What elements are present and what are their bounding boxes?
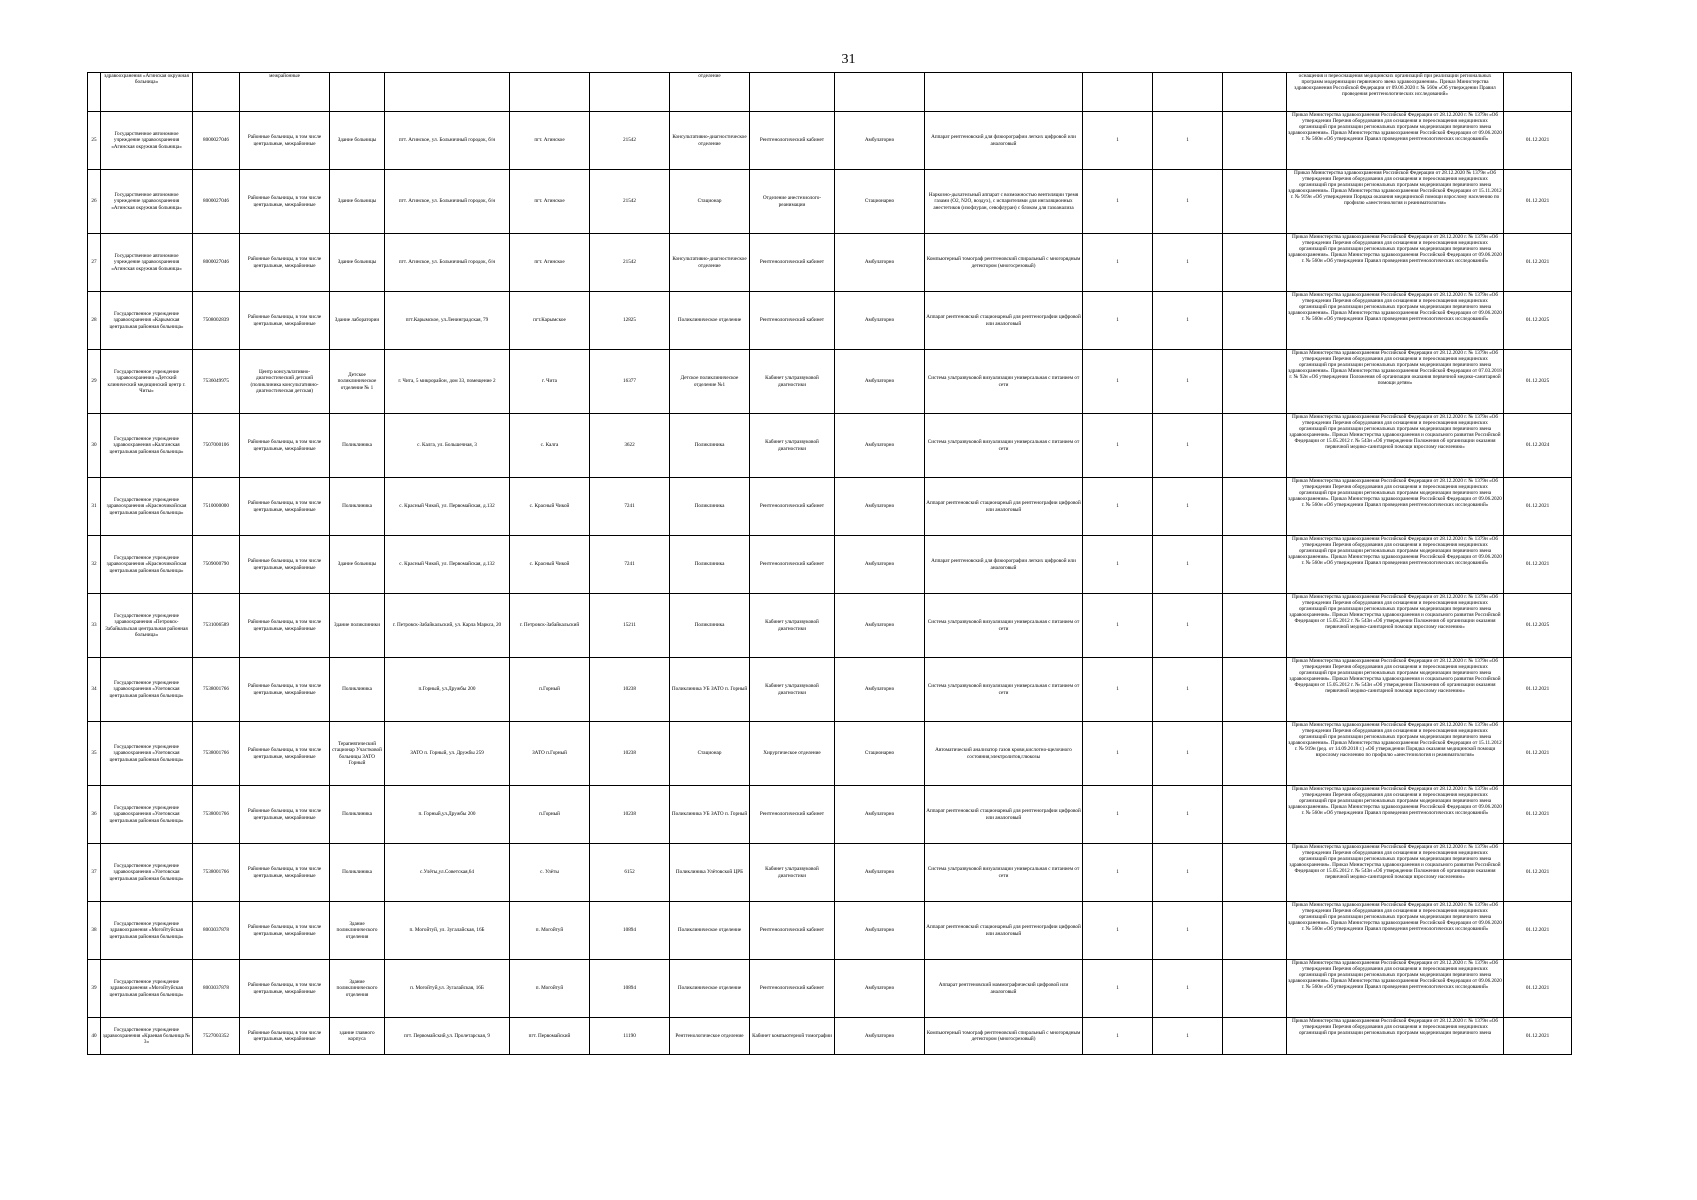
cell-address: пгт. Агинское, ул. Больничный городок, б/н [385, 170, 510, 234]
cell-quantity: 1 [1083, 722, 1153, 786]
cell-conditions: Амбулаторно [835, 844, 925, 902]
cell-code: 8000027046 [193, 234, 240, 292]
cell-department: Поликлиника УБ ЗАТО п. Горный [670, 786, 750, 844]
cell-room: Рентгенологический кабинет [750, 234, 835, 292]
cell-room: Кабинет ультразвуковой диагностики [750, 844, 835, 902]
cell-code: 7538001766 [193, 722, 240, 786]
cell-room: Кабинет ультразвуковой диагностики [750, 350, 835, 414]
cell-building: Здание поликлинического отделения [330, 960, 385, 1018]
cell-empty [1223, 536, 1287, 594]
cell-building: Здание поликлиники [330, 594, 385, 658]
cell-row-number: 38 [88, 902, 101, 960]
cell-row-number: 33 [88, 594, 101, 658]
cell-room: Рентгенологический кабинет [750, 112, 835, 170]
cell-building: Здание больницы [330, 170, 385, 234]
cell-address: с. Красный Чикой, ул. Первомайская, д.132 [385, 536, 510, 594]
cell-quantity: 1 [1083, 594, 1153, 658]
cell-quantity-planned: 1 [1153, 902, 1223, 960]
table-row [88, 350, 1572, 414]
cell-row-number: 35 [88, 722, 101, 786]
cell-row-number: 34 [88, 658, 101, 722]
cell-conditions: Амбулаторно [835, 786, 925, 844]
cell-row-number: 29 [88, 350, 101, 414]
cell-org-type: Районные больницы, в том числе центральные, межрайонные [240, 536, 330, 594]
cell-organization: Государственное учреждение здравоохранения «Могойтуйская центральная районная больница» [101, 960, 193, 1018]
table-row [88, 170, 1572, 234]
cell-quantity: 1 [1083, 170, 1153, 234]
cell-population: 21542 [590, 234, 670, 292]
cell-organization: Государственное автономное учреждение здравоохранения «Агинская окружная больница» [101, 234, 193, 292]
cell-room: Кабинет ультразвуковой диагностики [750, 594, 835, 658]
table-row [88, 844, 1572, 902]
cell-quantity: 1 [1083, 292, 1153, 350]
cell-building: Терапевтический стационар Участковой больницы ЗАТО Горный [330, 722, 385, 786]
cell-locality: с. Красный Чикой [510, 536, 590, 594]
cell-locality: пгт. Агинское [510, 112, 590, 170]
cell-org-type: Центр консультативно-диагностический детский (поликлиника консультативно-диагностическая детская) [240, 350, 330, 414]
cell-address: с. Калга, ул. Большечная, 3 [385, 414, 510, 478]
cell-date: 01.12.2021 [1504, 722, 1572, 786]
cell-quantity-planned: 1 [1153, 1018, 1223, 1055]
equipment-registry-table [87, 72, 1572, 1055]
cell-department: Поликлиника УБ ЗАТО п. Горный [670, 658, 750, 722]
cell-equipment: Аппарат рентгеновский стационарный для рентгенографии цифровой или аналоговый [925, 478, 1083, 536]
cell-equipment: Система ультразвуковой визуализации универсальная с питанием от сети [925, 414, 1083, 478]
cell-room: Рентгенологический кабинет [750, 478, 835, 536]
cell-department: Консультативно-диагностическое отделение [670, 112, 750, 170]
cell-row-number: 27 [88, 234, 101, 292]
cell-conditions: Амбулаторно [835, 414, 925, 478]
cell-date: 01.12.2021 [1504, 786, 1572, 844]
cell-empty [1223, 112, 1287, 170]
cell-date: 01.12.2025 [1504, 292, 1572, 350]
cell-normative-act: Приказ Министерства здравоохранения Российской Федерации от 28.12.2020 г. № 1379н «Об утверждении Перечня оборудования для оснащения и переоснащения медицинских организаций при реализации региональных программ модернизации первичного звена [1287, 1018, 1504, 1055]
cell-building: Здание лаборатории [330, 292, 385, 350]
page-number: 31 [841, 52, 856, 67]
cell-locality: пгт. Агинское [510, 234, 590, 292]
cell-date: 01.12.2021 [1504, 902, 1572, 960]
cell-org-type: Районные больницы, в том числе центральные, межрайонные [240, 722, 330, 786]
cell-department: Рентгенологическое отделение [670, 1018, 750, 1055]
cell-building: здание главного корпуса [330, 1018, 385, 1055]
cell-locality: с. Калга [510, 414, 590, 478]
cell-quantity-planned: 1 [1153, 722, 1223, 786]
cell-org-type: Районные больницы, в том числе центральные, межрайонные [240, 844, 330, 902]
cell-population: 7241 [590, 478, 670, 536]
cell-quantity: 1 [1083, 1018, 1153, 1055]
cell-building: Детское поликлиническое отделение № 1 [330, 350, 385, 414]
cell-room: Хирургическое отделение [750, 722, 835, 786]
cell-date: 01.12.2025 [1504, 350, 1572, 414]
cell-organization: Государственное учреждение здравоохранения «Калганская центральная районная больница» [101, 414, 193, 478]
table-row [88, 594, 1572, 658]
cell-row-number: 28 [88, 292, 101, 350]
cell-date: 01.12.2021 [1504, 170, 1572, 234]
cell-org-type: Районные больницы, в том числе центральные, межрайонные [240, 234, 330, 292]
cell-normative-act: Приказ Министерства здравоохранения Российской Федерации от 28.12.2020 г. № 1379н «Об утверждении Перечня оборудования для оснащения и переоснащения медицинских организаций при реализации региональных программ модернизации первичного звена здравоохранения». Приказ Министерства здравоохранения Российской Федерации от 09.06.2020 г. № 560н «Об утверждении Правил проведения рентгенологических исследований» [1287, 536, 1504, 594]
cell-address: п. Могойтуй,ул. Зугалайская, 16Б [385, 960, 510, 1018]
cell-address: п. Горный,ул.Дружбы 200 [385, 786, 510, 844]
cell-organization: Государственное автономное учреждение здравоохранения «Агинская окружная больница» [101, 112, 193, 170]
cell-org-type: Районные больницы, в том числе центральные, межрайонные [240, 658, 330, 722]
cell-conditions: Амбулаторно [835, 478, 925, 536]
cell-conditions: Стационарно [835, 170, 925, 234]
cell-row-number: 39 [88, 960, 101, 1018]
cell-empty [1223, 594, 1287, 658]
cell-organization: Государственное автономное учреждение здравоохранения «Агинская окружная больница» [101, 170, 193, 234]
cell-empty [1223, 658, 1287, 722]
cell-organization: Государственное учреждение здравоохранения «Улетовская центральная районная больница» [101, 844, 193, 902]
cell-normative-act: Приказ Министерства здравоохранения Российской Федерации от 28.12.2020 г. № 1379н «Об утверждении Перечня оборудования для оснащения и переоснащения медицинских организаций при реализации региональных программ модернизации первичного звена здравоохранения». Приказ Министерства здравоохранения и социального развития Российской Федерации от 15.05.2012 г. № 543н «Об утверждении Положения об организации оказания первичной медико-санитарной помощи взрослому населению» [1287, 844, 1504, 902]
cell-empty [1223, 350, 1287, 414]
cell-room: Рентгенологический кабинет [750, 902, 835, 960]
cell-department: Поликлиника [670, 536, 750, 594]
cell-equipment: Аппарат рентгеновский для флюорографии легких цифровой или аналоговый [925, 112, 1083, 170]
cell-population: 16377 [590, 350, 670, 414]
cell-normative-act: Приказ Министерства здравоохранения Российской Федерации от 28.12.2020 г. № 1379н «Об утверждении Перечня оборудования для оснащения и переоснащения медицинских организаций при реализации региональных программ модернизации первичного звена здравоохранения». Приказ Министерства здравоохранения Российской Федерации от 09.06.2020 г. № 560н «Об утверждении Правил проведения рентгенологических исследований» [1287, 786, 1504, 844]
cell-org-type: межрайонные [240, 73, 330, 112]
cell-normative-act: Приказ Министерства здравоохранения Российской Федерации от 28.12.2020 г. № 1379н «Об утверждении Перечня оборудования для оснащения и переоснащения медицинских организаций при реализации региональных программ модернизации первичного звена здравоохранения». Приказ Министерства здравоохранения Российской Федерации от 09.06.2020 г. № 560н «Об утверждении Правил проведения рентгенологических исследований» [1287, 902, 1504, 960]
cell-department: Поликлиника [670, 478, 750, 536]
cell-empty [1223, 414, 1287, 478]
cell-row-number: 30 [88, 414, 101, 478]
cell-address: с.Улёты,ул.Советская,64 [385, 844, 510, 902]
cell-organization: Государственное учреждение здравоохранения «Краевая больница № 3» [101, 1018, 193, 1055]
cell-quantity: 1 [1083, 536, 1153, 594]
cell-date: 01.12.2021 [1504, 478, 1572, 536]
cell-code: 7510000000 [193, 478, 240, 536]
cell-department: Поликлиника Улётовской ЦРБ [670, 844, 750, 902]
cell-organization: Государственное учреждение здравоохранения «Улетовская центральная районная больница» [101, 786, 193, 844]
cell-empty [1223, 960, 1287, 1018]
cell-organization: Государственное учреждение здравоохранения «Детский клинический медицинский центр г. Читы» [101, 350, 193, 414]
cell-code: 7509000790 [193, 536, 240, 594]
cell-empty [1223, 844, 1287, 902]
cell-normative-act: Приказ Министерства здравоохранения Российской Федерации от 28.12.2020 г. № 1379н «Об утверждении Перечня оборудования для оснащения и переоснащения медицинских организаций при реализации региональных программ модернизации первичного звена здравоохранения». Приказ Министерства здравоохранения Российской Федерации от 07.03.2018 г. № 92н «Об утверждении Положения об организации оказания первичной медико-санитарной помощи детям» [1287, 350, 1504, 414]
cell-locality: пгт. Агинское [510, 170, 590, 234]
cell-org-type: Районные больницы, в том числе центральные, межрайонные [240, 786, 330, 844]
cell-quantity-planned: 1 [1153, 234, 1223, 292]
cell-normative-act: Приказ Министерства здравоохранения Российской Федерации от 28.12.2020 г. № 1379н «Об утверждении Перечня оборудования для оснащения и переоснащения медицинских организаций при реализации региональных программ модернизации первичного звена здравоохранения». Приказ Министерства здравоохранения Российской Федерации от 09.06.2020 г. № 560н «Об утверждении Правил проведения рентгенологических исследований» [1287, 234, 1504, 292]
cell-row-number: 40 [88, 1018, 101, 1055]
cell-equipment: Аппарат рентгеновский для флюорографии легких цифровой или аналоговый [925, 536, 1083, 594]
cell-code: 8003037878 [193, 960, 240, 1018]
cell-org-type: Районные больницы, в том числе центральные, межрайонные [240, 902, 330, 960]
cell-code: 7536049975 [193, 350, 240, 414]
cell-building: Здание больницы [330, 234, 385, 292]
cell-room: Рентгенологический кабинет [750, 536, 835, 594]
cell-normative-act: оснащения и переоснащения медицинских организаций при реализации региональных программ модернизации первичного звена здравоохранения». Приказ Министерства здравоохранения Российской Федерации от 09.06.2020 г. № 560н «Об утверждении Правил проведения рентгенологических исследований» [1287, 73, 1504, 112]
cell-date: 01.12.2025 [1504, 594, 1572, 658]
cell-code: 8000027046 [193, 112, 240, 170]
cell-empty [1223, 234, 1287, 292]
cell-room: Кабинет ультразвуковой диагностики [750, 414, 835, 478]
cell-row-number: 32 [88, 536, 101, 594]
cell-date: 01.12.2021 [1504, 658, 1572, 722]
cell-quantity: 1 [1083, 658, 1153, 722]
cell-address: п. Могойтуй, ул. Зугалайская, 16Б [385, 902, 510, 960]
cell-quantity: 1 [1083, 844, 1153, 902]
cell-normative-act: Приказ Министерства здравоохранения Российской Федерации от 28.12.2020 г. № 1379н «Об утверждении Перечня оборудования для оснащения и переоснащения медицинских организаций при реализации региональных программ модернизации первичного звена здравоохранения». Приказ Министерства здравоохранения и социального развития Российской Федерации от 15.05.2012 г. № 543н «Об утверждении Положения об организации оказания первичной медико-санитарной помощи взрослому населению» [1287, 414, 1504, 478]
cell-department: отделение [670, 73, 750, 112]
cell-quantity-planned: 1 [1153, 658, 1223, 722]
cell-row-number: 37 [88, 844, 101, 902]
cell-population: 6152 [590, 844, 670, 902]
cell-address: г. Петровск-Забайкальский, ул. Карла Маркса, 20 [385, 594, 510, 658]
cell-organization: Государственное учреждение здравоохранения «Красночикойская центральная районная больница» [101, 536, 193, 594]
cell-normative-act: Приказ Министерства здравоохранения Российской Федерации от 28.12.2020 г. № 1379н «Об утверждении Перечня оборудования для оснащения и переоснащения медицинских организаций при реализации региональных программ модернизации первичного звена здравоохранения». Приказ Министерства здравоохранения Российской Федерации от 09.06.2020 г. № 560н «Об утверждении Правил проведения рентгенологических исследований» [1287, 478, 1504, 536]
cell-conditions: Амбулаторно [835, 350, 925, 414]
cell-empty [1223, 478, 1287, 536]
table-row [88, 786, 1572, 844]
cell-quantity-planned: 1 [1153, 478, 1223, 536]
cell-equipment: Наркозно-дыхательный аппарат с возможностью вентиляции тремя газами (O2, N2O, воздух), с испарителями для ингаляционных анестетиков (изофлуран, севофлуран) с блоком для газоанализа [925, 170, 1083, 234]
table-row [88, 478, 1572, 536]
cell-date: 01.12.2021 [1504, 844, 1572, 902]
cell-organization: Государственное учреждение здравоохранения «Улетовская центральная районная больница» [101, 722, 193, 786]
cell-conditions: Амбулаторно [835, 292, 925, 350]
cell-org-type: Районные больницы, в том числе центральные, межрайонные [240, 594, 330, 658]
cell-date: 01.12.2021 [1504, 234, 1572, 292]
cell-address: г. Чита, 5 микрорайон, дом 33, помещение 2 [385, 350, 510, 414]
cell-population: 10894 [590, 960, 670, 1018]
cell-date: 01.12.2021 [1504, 1018, 1572, 1055]
cell-quantity: 1 [1083, 960, 1153, 1018]
cell-normative-act: Приказ Министерства здравоохранения Российской Федерации от 28.12.2020 г. № 1379н «Об утверждении Перечня оборудования для оснащения и переоснащения медицинских организаций при реализации региональных программ модернизации первичного звена здравоохранения». Приказ Министерства здравоохранения Российской Федерации от 09.06.2020 г. № 560н «Об утверждении Правил проведения рентгенологических исследований» [1287, 960, 1504, 1018]
cell-date: 01.12.2021 [1504, 112, 1572, 170]
cell-conditions: Амбулаторно [835, 536, 925, 594]
cell-organization: Государственное учреждение здравоохранения «Могойтуйская центральная районная больница» [101, 902, 193, 960]
cell-equipment: Компьютерный томограф рентгеновский спиральный с многорядным детектором (многосрезовый) [925, 234, 1083, 292]
cell-population: 21542 [590, 170, 670, 234]
cell-empty [1223, 1018, 1287, 1055]
cell-locality: с. Улёты [510, 844, 590, 902]
cell-organization: Государственное учреждение здравоохранения «Петровск-Забайкальская центральная районная больница» [101, 594, 193, 658]
table-row [88, 292, 1572, 350]
cell-department: Детское поликлиническое отделение №1 [670, 350, 750, 414]
cell-building: Здание поликлинического отделения [330, 902, 385, 960]
cell-organization: Государственное учреждение здравоохранения «Карымская центральная районная больница» [101, 292, 193, 350]
cell-department: Стационар [670, 170, 750, 234]
cell-building: Здание больницы [330, 112, 385, 170]
cell-empty [1223, 292, 1287, 350]
cell-quantity-planned: 1 [1153, 350, 1223, 414]
cell-code: 7507000106 [193, 414, 240, 478]
cell-building: Поликлиника [330, 414, 385, 478]
cell-code: 7527003352 [193, 1018, 240, 1055]
cell-locality: п.Горный [510, 658, 590, 722]
cell-building: Поликлиника [330, 786, 385, 844]
cell-code: 7531006589 [193, 594, 240, 658]
cell-organization: Государственное учреждение здравоохранения «Красночикойская центральная районная больница» [101, 478, 193, 536]
cell-conditions: Амбулаторно [835, 658, 925, 722]
cell-normative-act: Приказ Министерства здравоохранения Российской Федерации от 28.12.2020 г. № 1379н «Об утверждении Перечня оборудования для оснащения и переоснащения медицинских организаций при реализации региональных программ модернизации первичного звена здравоохранения». Приказ Министерства здравоохранения и социального развития Российской Федерации от 15.05.2012 г. № 543н «Об утверждении Положения об организации оказания первичной медико-санитарной помощи взрослому населению» [1287, 594, 1504, 658]
cell-org-type: Районные больницы, в том числе центральные, межрайонные [240, 478, 330, 536]
cell-quantity: 1 [1083, 112, 1153, 170]
table-row [88, 658, 1572, 722]
cell-building: Поликлиника [330, 658, 385, 722]
cell-organization: Государственное учреждение здравоохранения «Улетовская центральная районная больница» [101, 658, 193, 722]
cell-quantity: 1 [1083, 350, 1153, 414]
table-row [88, 234, 1572, 292]
cell-population: 15211 [590, 594, 670, 658]
cell-empty [1223, 722, 1287, 786]
cell-locality: п. Могойтуй [510, 960, 590, 1018]
cell-quantity-planned: 1 [1153, 786, 1223, 844]
cell-org-type: Районные больницы, в том числе центральные, межрайонные [240, 292, 330, 350]
cell-locality: п.Горный [510, 786, 590, 844]
cell-code: 7538001766 [193, 786, 240, 844]
cell-equipment: Автоматический анализатор газов крови,кислотно-щелочного состояния,электролитов,глюкозы [925, 722, 1083, 786]
cell-quantity: 1 [1083, 234, 1153, 292]
cell-address: пгт. Агинское, ул. Больничный городок, б/н [385, 234, 510, 292]
cell-department: Консультативно-диагностическое отделение [670, 234, 750, 292]
cell-date: 01.12.2021 [1504, 960, 1572, 1018]
cell-equipment: Аппарат рентгеновский маммографический цифровой или аналоговый [925, 960, 1083, 1018]
cell-normative-act: Приказ Министерства здравоохранения Российской Федерации от 28.12.2020 г. № 1379н «Об утверждении Перечня оборудования для оснащения и переоснащения медицинских организаций при реализации региональных программ модернизации первичного звена здравоохранения». Приказ Министерства здравоохранения Российской Федерации от 09.06.2020 г. № 560н «Об утверждении Правил проведения рентгенологических исследований» [1287, 112, 1504, 170]
cell-room: Кабинет ультразвуковой диагностики [750, 658, 835, 722]
cell-conditions: Амбулаторно [835, 1018, 925, 1055]
cell-equipment: Система ультразвуковой визуализации универсальная с питанием от сети [925, 844, 1083, 902]
cell-locality: пгт.Карымское [510, 292, 590, 350]
cell-department: Поликлиническое отделение [670, 960, 750, 1018]
cell-address: пгт. Агинское, ул. Больничный городок, б/н [385, 112, 510, 170]
cell-quantity-planned: 1 [1153, 594, 1223, 658]
cell-quantity-planned: 1 [1153, 292, 1223, 350]
cell-conditions: Амбулаторно [835, 112, 925, 170]
cell-code: 7538001766 [193, 844, 240, 902]
cell-locality: г. Чита [510, 350, 590, 414]
cell-population: 10894 [590, 902, 670, 960]
cell-row-number: 25 [88, 112, 101, 170]
cell-date: 01.12.2024 [1504, 414, 1572, 478]
cell-locality: п. Могойтуй [510, 902, 590, 960]
cell-quantity-planned: 1 [1153, 170, 1223, 234]
cell-org-type: Районные больницы, в том числе центральные, межрайонные [240, 170, 330, 234]
table-row [88, 414, 1572, 478]
cell-building: Здание больницы [330, 536, 385, 594]
table-row [88, 536, 1572, 594]
cell-code: 8000027046 [193, 170, 240, 234]
cell-conditions: Амбулаторно [835, 960, 925, 1018]
cell-address: ЗАТО п. Горный, ул. Дружбы 259 [385, 722, 510, 786]
cell-department: Поликлиника [670, 414, 750, 478]
cell-address: п.Горный, ул.Дружбы 200 [385, 658, 510, 722]
cell-org-type: Районные больницы, в том числе центральные, межрайонные [240, 112, 330, 170]
cell-population: 7241 [590, 536, 670, 594]
cell-empty [1223, 786, 1287, 844]
cell-normative-act: Приказ Министерства здравоохранения Российской Федерации от 28.12.2020 № 1379н «Об утверждении Перечня оборудования для оснащения и переоснащения медицинских организаций при реализации региональных программ модернизации первичного звена здравоохранения». Приказ Министерства здравоохранения Российской Федерации от 15.11.2012 г. № 919н «Об утверждении Порядка оказания медицинской помощи взрослому населению по профилю «анестезиология и реаниматология» [1287, 170, 1504, 234]
cell-department: Поликлиническое отделение [670, 292, 750, 350]
table-row [88, 902, 1572, 960]
cell-organization: здравоохранения «Агинская окружная больница» [101, 73, 193, 112]
cell-population: 10238 [590, 786, 670, 844]
cell-quantity-planned: 1 [1153, 536, 1223, 594]
cell-normative-act: Приказ Министерства здравоохранения Российской Федерации от 28.12.2020 г. № 1379н «Об утверждении Перечня оборудования для оснащения и переоснащения медицинских организаций при реализации региональных программ модернизации первичного звена здравоохранения». Приказ Министерства здравоохранения Российской Федерации от 15.11.2012 г. № 919н (ред. от 14.09.2018 г.) «Об утверждении Порядка оказания медицинской помощи взрослому населению по профилю «анестезиология и реаниматология» [1287, 722, 1504, 786]
cell-normative-act: Приказ Министерства здравоохранения Российской Федерации от 28.12.2020 г. № 1379н «Об утверждении Перечня оборудования для оснащения и переоснащения медицинских организаций при реализации региональных программ модернизации первичного звена здравоохранения». Приказ Министерства здравоохранения Российской Федерации от 09.06.2020 г. № 560н «Об утверждении Правил проведения рентгенологических исследований» [1287, 292, 1504, 350]
cell-locality: пгт. Первомайский [510, 1018, 590, 1055]
cell-equipment: Аппарат рентгеновский стационарный для рентгенографии цифровой или аналоговый [925, 292, 1083, 350]
cell-quantity-planned: 1 [1153, 960, 1223, 1018]
cell-org-type: Районные больницы, в том числе центральные, межрайонные [240, 414, 330, 478]
cell-quantity: 1 [1083, 786, 1153, 844]
cell-equipment: Система ультразвуковой визуализации универсальная с питанием от сети [925, 594, 1083, 658]
cell-building: Поликлиника [330, 844, 385, 902]
cell-room: Рентгенологический кабинет [750, 786, 835, 844]
cell-address: пгт.Карымское, ул.Ленинградская, 79 [385, 292, 510, 350]
cell-conditions: Амбулаторно [835, 902, 925, 960]
cell-code: 8003037878 [193, 902, 240, 960]
cell-room: Отделение анестезиолого-реанимации [750, 170, 835, 234]
cell-empty [1223, 902, 1287, 960]
cell-quantity-planned: 1 [1153, 112, 1223, 170]
table-row [88, 112, 1572, 170]
cell-population: 12825 [590, 292, 670, 350]
cell-population: 10238 [590, 658, 670, 722]
cell-building: Поликлиника [330, 478, 385, 536]
table-row [88, 1018, 1572, 1055]
cell-conditions: Стационарно [835, 722, 925, 786]
table-row-continued [88, 73, 1572, 112]
cell-address: с. Красный Чикой, ул. Первомайская, д.132 [385, 478, 510, 536]
cell-conditions: Амбулаторно [835, 594, 925, 658]
cell-population: 11190 [590, 1018, 670, 1055]
cell-department: Поликлиническое отделение [670, 902, 750, 960]
cell-row-number: 36 [88, 786, 101, 844]
cell-quantity-planned: 1 [1153, 414, 1223, 478]
cell-locality: г. Петровск-Забайкальский [510, 594, 590, 658]
cell-normative-act: Приказ Министерства здравоохранения Российской Федерации от 28.12.2020 г. № 1379н «Об утверждении Перечня оборудования для оснащения и переоснащения медицинских организаций при реализации региональных программ модернизации первичного звена здравоохранения». Приказ Министерства здравоохранения и социального развития Российской Федерации от 15.05.2012 г. № 543н «Об утверждении Положения об организации оказания первичной медико-санитарной помощи взрослому населению» [1287, 658, 1504, 722]
cell-room: Кабинет компьютерной томографии [750, 1018, 835, 1055]
cell-equipment: Система ультразвуковой визуализации универсальная с питанием от сети [925, 350, 1083, 414]
cell-code: 7508002839 [193, 292, 240, 350]
cell-department: Поликлиника [670, 594, 750, 658]
cell-empty [1223, 170, 1287, 234]
cell-quantity-planned: 1 [1153, 844, 1223, 902]
cell-quantity: 1 [1083, 902, 1153, 960]
cell-population: 10238 [590, 722, 670, 786]
cell-department: Стационар [670, 722, 750, 786]
cell-code: 7538001766 [193, 658, 240, 722]
cell-population: 3622 [590, 414, 670, 478]
cell-locality: ЗАТО п.Горный [510, 722, 590, 786]
table-row [88, 722, 1572, 786]
cell-org-type: Районные больницы, в том числе центральные, межрайонные [240, 1018, 330, 1055]
cell-room: Рентгенологический кабинет [750, 960, 835, 1018]
cell-room: Рентгенологический кабинет [750, 292, 835, 350]
cell-quantity: 1 [1083, 478, 1153, 536]
cell-equipment: Аппарат рентгеновский стационарный для рентгенографии цифровой или аналоговый [925, 786, 1083, 844]
cell-equipment: Система ультразвуковой визуализации универсальная с питанием от сети [925, 658, 1083, 722]
cell-address: пгт. Первомайский,ул. Пролетарская, 9 [385, 1018, 510, 1055]
cell-row-number: 31 [88, 478, 101, 536]
cell-equipment: Аппарат рентгеновский стационарный для рентгенографии цифровой или аналоговый [925, 902, 1083, 960]
cell-date: 01.12.2021 [1504, 536, 1572, 594]
cell-org-type: Районные больницы, в том числе центральные, межрайонные [240, 960, 330, 1018]
cell-locality: с. Красный Чикой [510, 478, 590, 536]
cell-equipment: Компьютерный томограф рентгеновский спиральный с многорядным детектором (многосрезовый) [925, 1018, 1083, 1055]
cell-quantity: 1 [1083, 414, 1153, 478]
table-row [88, 960, 1572, 1018]
cell-row-number: 26 [88, 170, 101, 234]
cell-population: 21542 [590, 112, 670, 170]
cell-conditions: Амбулаторно [835, 234, 925, 292]
